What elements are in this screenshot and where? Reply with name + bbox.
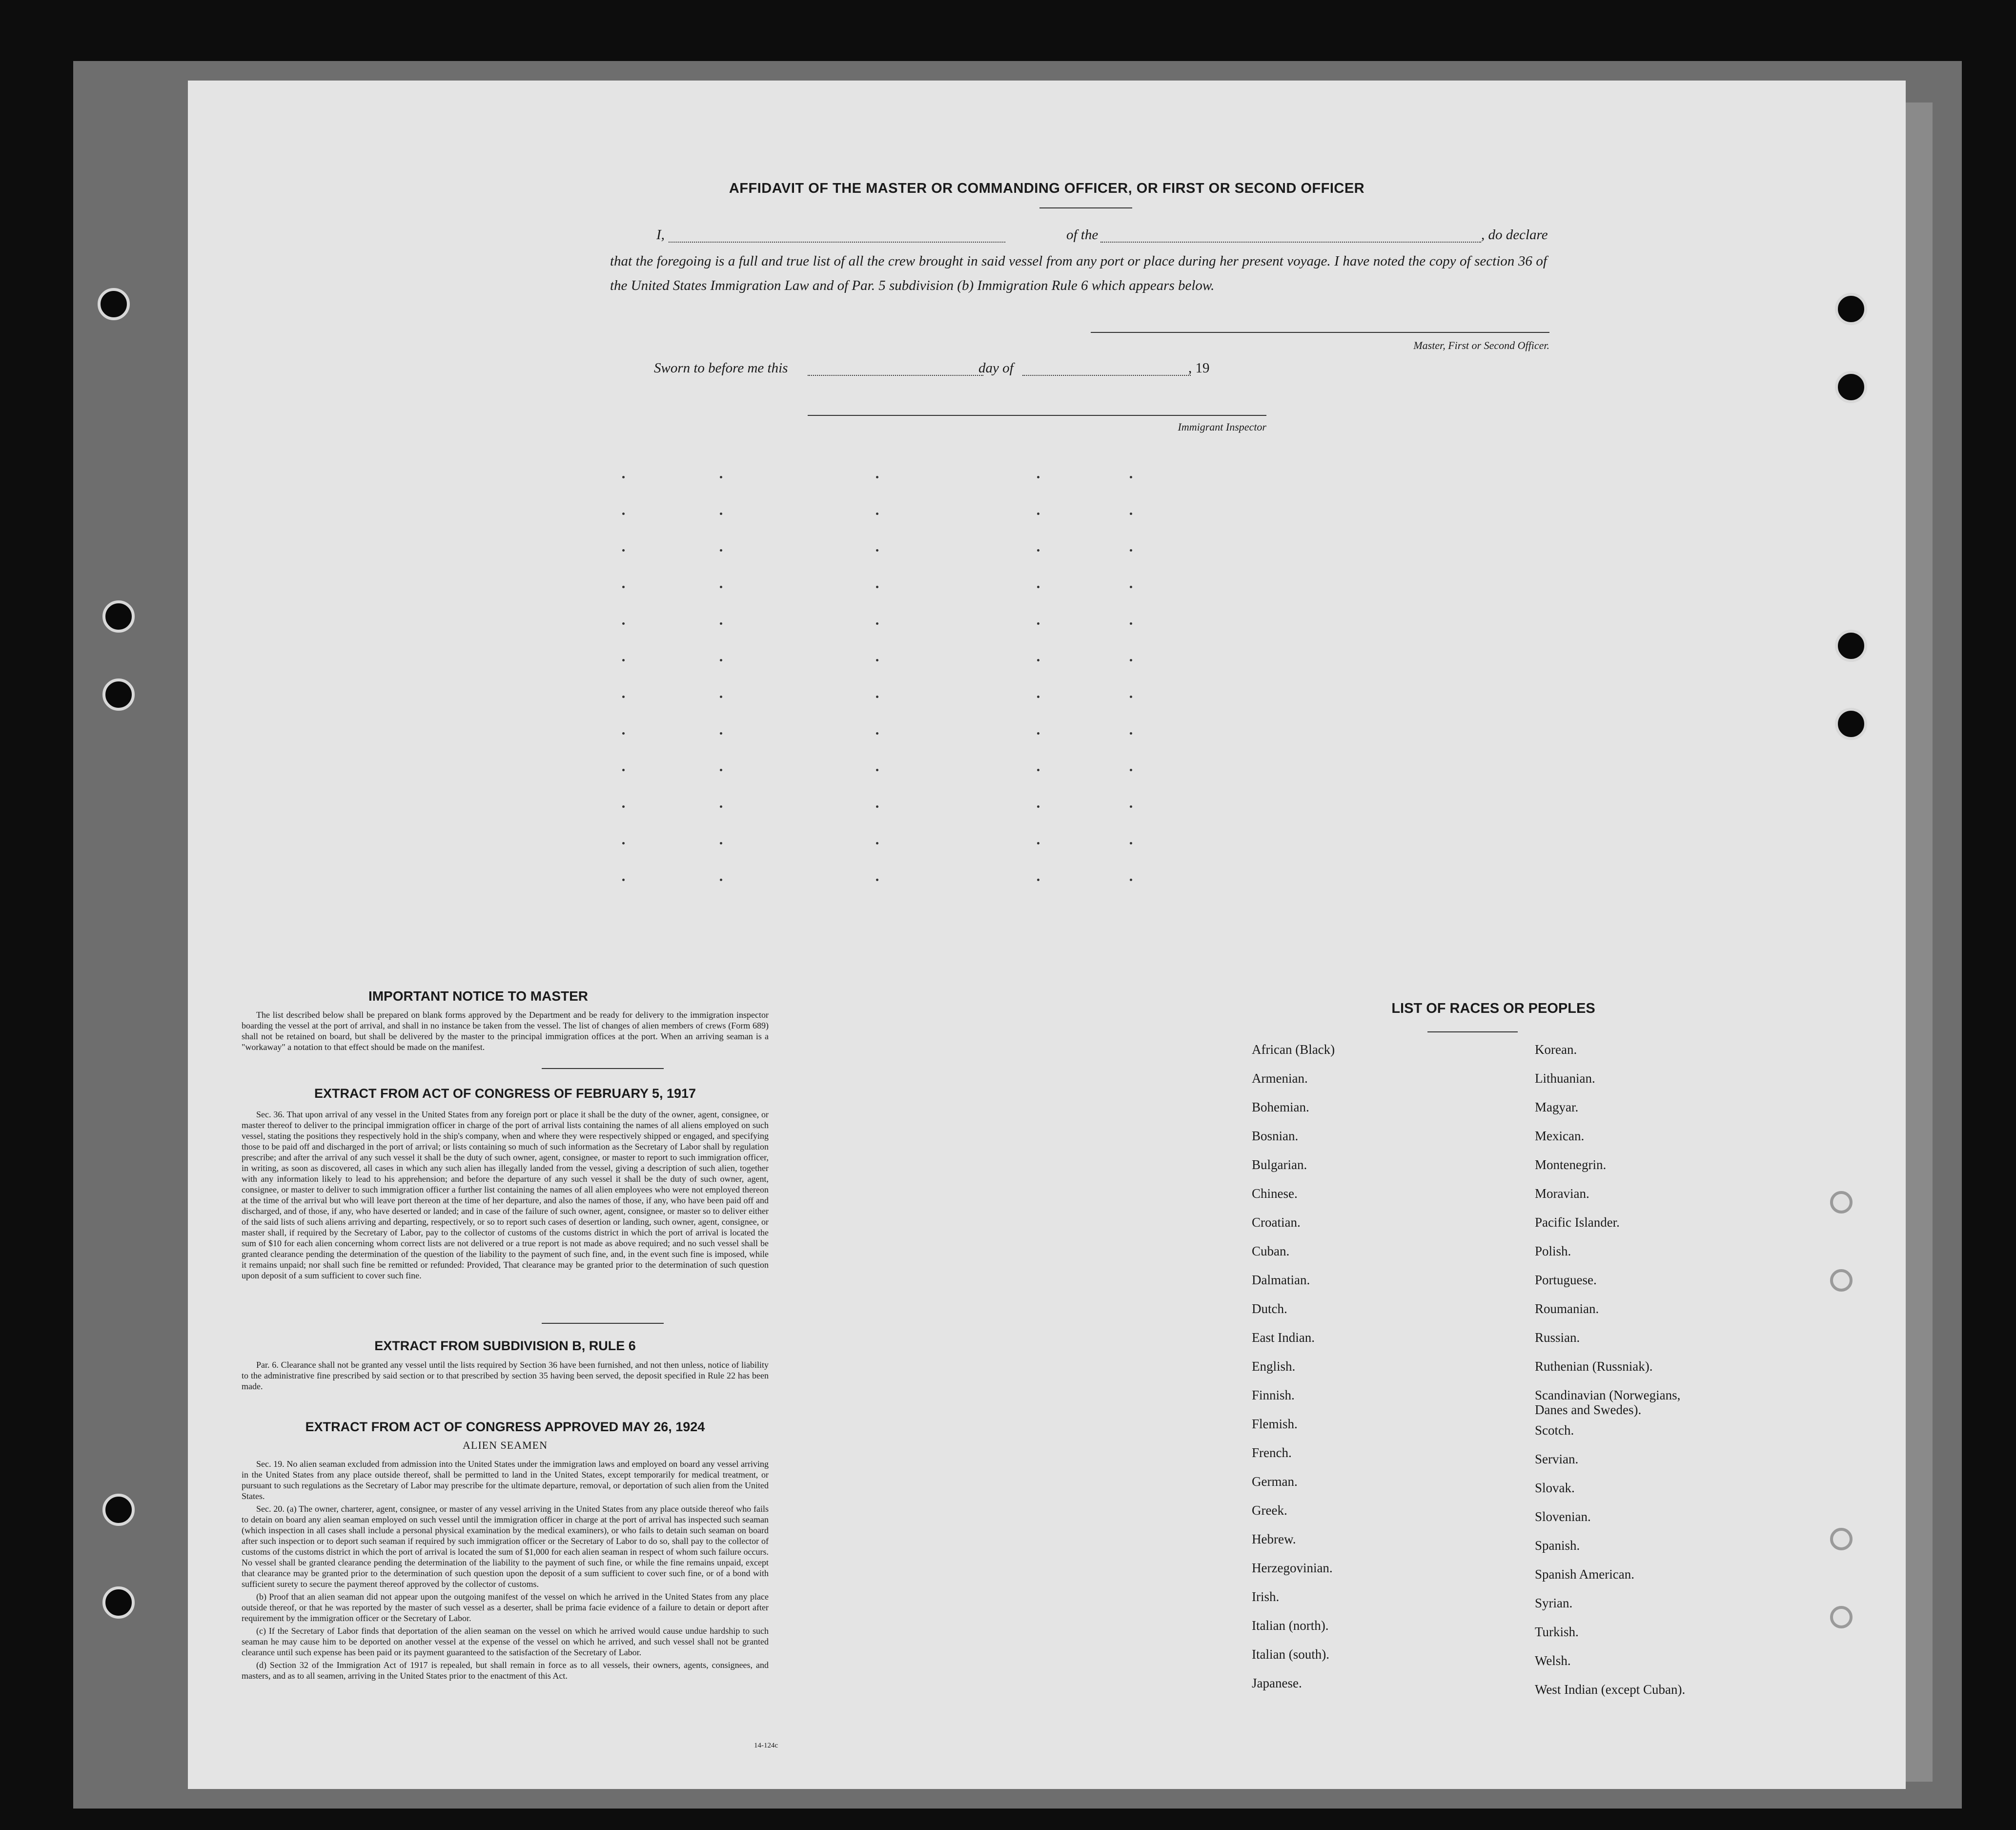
- punch-hole: [1835, 371, 1867, 403]
- guide-dot: [720, 842, 722, 844]
- race-item: Korean.: [1535, 1042, 1577, 1057]
- race-item: Italian (south).: [1252, 1647, 1329, 1662]
- race-item: Montenegrin.: [1535, 1157, 1607, 1172]
- sworn-month-field[interactable]: [1022, 375, 1191, 376]
- guide-dot: [876, 476, 878, 478]
- title-divider: [1039, 207, 1132, 208]
- section-36-text: Sec. 36. That upon arrival of any vessel in the United States from any foreign port or place it shall be the duty of the owner, agent, consignee, or master thereof to deliver to the principal immigration officer in charge of the port of arrival lists containing the names of all aliens employed on such vessel, stating the positions they respectively hold in the ship's company, when and where they were respectively shipped or engaged, and specifying those to be paid off and discharged in the port of arrival; or lists containing so much of such information as the Secretary of Labor shall by regulation prescribe; and after the arrival of any such vessel it shall be the duty of such owner, agent, consignee, or master to report to such immigration officer, in writing, as soon as discovered, all cases in which any such alien has illegally landed from the vessel, giving a description of such alien, together with any information likely to lead to his apprehension; and before the departure of any such vessel it shall be the duty of such owner, agent, consignee, or master to deliver to such immigration officer a further list containing the names of all alien employees who were not employed thereon at the time of the arrival but who will leave port thereon at the time of her departure, and also the names of those, if any, who have been paid off and discharged, and of those, if any, who have deserted or landed; and in case of the failure of such owner, agent, consignee, or master so to deliver either of the said lists of such aliens arriving and departing, respectively, or so to report such cases of desertion or landing, such owner, agent, consignee, or master shall, if required by the Secretary of Labor, pay to the collector of customs of the customs district in which the port of arrival is located the sum of $10 for each alien concerning whom correct lists are not delivered or a true report is not made as above required; and no such vessel shall be granted clearance pending the determination of the question of the liability to the payment of such fine, and, in the event such fine is imposed, while it remains unpaid; nor shall such fine be remitted or refunded: Provided, That clearance may be granted prior to the determination of such question upon deposit of a sum sufficient to cover such fine.: [242, 1110, 769, 1280]
- extract-1924-body: [242, 1459, 769, 1683]
- guide-dot: [1130, 513, 1132, 515]
- guide-dot: [1037, 732, 1039, 735]
- race-item: Irish.: [1252, 1589, 1280, 1604]
- guide-dot: [1130, 879, 1132, 881]
- race-item: Pacific Islander.: [1535, 1215, 1620, 1230]
- guide-dot: [622, 696, 625, 698]
- guide-dot: [720, 732, 722, 735]
- guide-dot: [1037, 659, 1039, 661]
- name-field[interactable]: [669, 242, 1005, 243]
- race-item: Scotch.: [1535, 1423, 1574, 1438]
- affidavit-of-the-label: of the: [1066, 227, 1099, 243]
- race-item: Polish.: [1535, 1244, 1571, 1258]
- guide-dot: [622, 513, 625, 515]
- guide-dot: [876, 805, 878, 808]
- reinforcement-ring: [1830, 1191, 1853, 1213]
- race-item: Magyar.: [1535, 1100, 1579, 1114]
- notice-body: [242, 1009, 769, 1054]
- punch-hole: [102, 679, 135, 711]
- guide-dot: [1037, 549, 1039, 552]
- sec-19-text: Sec. 19. No alien seaman excluded from admission into the United States under the immigration laws and employed on board any vessel arriving in the United States from any place outside thereof, shall be permitted to land in the United States, except temporarily for medical treatment, or pursuant to such regulations as the Secretary of Labor may prescribe for the ultimate departure, removal, or deportation of such alien from the United States.: [242, 1459, 769, 1501]
- race-item: Flemish.: [1252, 1417, 1298, 1431]
- punch-hole: [98, 288, 130, 320]
- guide-dot: [622, 622, 625, 625]
- sworn-day-field[interactable]: [808, 375, 983, 376]
- extract-1917-body: [242, 1109, 769, 1283]
- guide-dot: [1037, 513, 1039, 515]
- punch-hole: [102, 600, 135, 633]
- affidavit-do-declare: , do declare: [1481, 227, 1548, 243]
- guide-dot: [622, 769, 625, 771]
- race-item: Hebrew.: [1252, 1532, 1296, 1546]
- extract-rule6-title: EXTRACT FROM SUBDIVISION B, RULE 6: [374, 1338, 636, 1353]
- guide-dot: [1130, 622, 1132, 625]
- punch-hole: [102, 1494, 135, 1526]
- guide-dot: [876, 879, 878, 881]
- guide-dot: [720, 805, 722, 808]
- punch-hole: [1835, 708, 1867, 740]
- race-item: Chinese.: [1252, 1186, 1298, 1201]
- race-item: Roumanian.: [1535, 1301, 1599, 1316]
- guide-dot: [720, 622, 722, 625]
- guide-dot: [720, 879, 722, 881]
- race-item: Russian.: [1535, 1330, 1580, 1345]
- guide-dot: [876, 769, 878, 771]
- extract-1924-title: EXTRACT FROM ACT OF CONGRESS APPROVED MAY 26, 1924: [305, 1419, 705, 1434]
- extract-rule6-body: [242, 1359, 769, 1394]
- guide-dot: [720, 586, 722, 588]
- guide-dot: [622, 549, 625, 552]
- guide-dot: [1130, 769, 1132, 771]
- guide-dot: [720, 769, 722, 771]
- race-item: Mexican.: [1535, 1129, 1585, 1143]
- guide-dot: [622, 659, 625, 661]
- reinforcement-ring: [1830, 1528, 1853, 1550]
- race-item: Bulgarian.: [1252, 1157, 1307, 1172]
- sec-20c-text: (c) If the Secretary of Labor finds that deportation of the alien seaman on the vessel on which he arrived would cause undue hardship to such seaman he may cause him to be deported on another vessel at the expense of the vessel on which he arrived, and such vessel shall not be granted clearance until such expense has been paid or its payment guaranteed to the satisfaction of the Secretary of Labor.: [242, 1626, 769, 1657]
- guide-dot: [1130, 549, 1132, 552]
- signature-label: Master, First or Second Officer.: [1413, 339, 1549, 351]
- guide-dot: [720, 513, 722, 515]
- guide-dot: [876, 732, 878, 735]
- race-item: Herzegovinian.: [1252, 1561, 1333, 1575]
- day-of-label: day of: [978, 360, 1014, 376]
- race-item: Japanese.: [1252, 1676, 1302, 1690]
- guide-dot: [720, 549, 722, 552]
- signature-line[interactable]: [1091, 332, 1549, 333]
- guide-dot: [1130, 659, 1132, 661]
- race-item: Cuban.: [1252, 1244, 1290, 1258]
- affidavit-body: that the foregoing is a full and true list of all the crew brought in said vessel from any port or place during her present voyage. I have noted the copy of section 36 of the United States Immigration Law and of Par. 5 subdivision (b) Immigration Rule 6 which appears below.: [610, 253, 1547, 293]
- race-item: Bosnian.: [1252, 1129, 1299, 1143]
- race-item: English.: [1252, 1359, 1296, 1374]
- form-number: 14-124c: [754, 1742, 778, 1749]
- sworn-label: Sworn to before me this: [654, 360, 788, 376]
- guide-dot: [1037, 476, 1039, 478]
- guide-dot: [876, 842, 878, 844]
- punch-hole: [1835, 630, 1867, 662]
- race-item: Finnish.: [1252, 1388, 1295, 1402]
- reinforcement-ring: [1830, 1606, 1853, 1628]
- year-label: , 19: [1188, 360, 1210, 376]
- race-item: Dalmatian.: [1252, 1273, 1310, 1287]
- race-item: East Indian.: [1252, 1330, 1315, 1345]
- race-item: Spanish American.: [1535, 1567, 1634, 1582]
- guide-dot: [876, 513, 878, 515]
- affidavit-i-label: I,: [656, 227, 665, 243]
- race-item: Turkish.: [1535, 1624, 1579, 1639]
- guide-dot: [1037, 622, 1039, 625]
- extract-1917-title: EXTRACT FROM ACT OF CONGRESS OF FEBRUARY 5, 1917: [314, 1086, 696, 1101]
- race-item: Welsh.: [1535, 1653, 1571, 1668]
- guide-dot: [622, 842, 625, 844]
- race-item: African (Black): [1252, 1042, 1335, 1057]
- guide-dot: [1037, 586, 1039, 588]
- race-item: West Indian (except Cuban).: [1535, 1682, 1686, 1697]
- guide-dot: [1037, 842, 1039, 844]
- sec-20b-text: (b) Proof that an alien seaman did not appear upon the outgoing manifest of the vessel on which he arrived in the United States from any place outside thereof, or that he was reported by the master of such vessel as a deserter, shall be prima facie evidence of a failure to detain or deport after requirement by the immigration officer or the Secretary of Labor.: [242, 1592, 769, 1623]
- divider: [542, 1323, 664, 1324]
- guide-dot: [1037, 696, 1039, 698]
- guide-dot: [1130, 805, 1132, 808]
- guide-dot: [622, 476, 625, 478]
- guide-dot: [622, 805, 625, 808]
- race-item: Portuguese.: [1535, 1273, 1597, 1287]
- guide-dot: [720, 476, 722, 478]
- guide-dot: [1130, 696, 1132, 698]
- guide-dot: [1037, 879, 1039, 881]
- reinforcement-ring: [1830, 1269, 1853, 1292]
- sec-20d-text: (d) Section 32 of the Immigration Act of 1917 is repealed, but shall remain in force as to all vessels, their owners, agents, consignees, and masters, and as to all seamen, arriving in the United States prior to the enactment of this Act.: [242, 1660, 769, 1681]
- guide-dot: [876, 586, 878, 588]
- guide-dot: [720, 696, 722, 698]
- race-item: Scandinavian (Norwegians, Danes and Swedes).: [1535, 1388, 1681, 1417]
- race-item: Armenian.: [1252, 1071, 1308, 1086]
- par-6-text: Par. 6. Clearance shall not be granted any vessel until the lists required by Section 36 have been furnished, and not then unless, notice of liability to the administrative fine prescribed by said section or to that prescribed by section 35 having been served, the deposit specified in Rule 22 has been made.: [242, 1360, 769, 1391]
- guide-dot: [1037, 769, 1039, 771]
- race-item: Italian (north).: [1252, 1618, 1329, 1633]
- punch-hole: [102, 1586, 135, 1619]
- sec-20a-text: Sec. 20. (a) The owner, charterer, agent, consignee, or master of any vessel arriving in the United States from any place outside thereof who fails to detain on board any alien seaman employed on such vessel until the immigration officer in charge at the port of arrival has inspected such seaman (which inspection in all cases shall include a personal physical examination by the medical examiners), or who fails to detain such seaman on board after such inspection or to deport such seaman if required by such immigration officer or the Secretary of Labor to do so, shall pay to the collector of customs of the customs district in which the port of arrival is located the sum of $1,000 for each alien seaman in respect of whom such failure occurs. No vessel shall be granted clearance pending the determination of the liability to the payment of such fine, or while the fine remains unpaid, except that clearance may be granted prior to the determination of such question upon the deposit of a sum sufficient to cover such fine, or of a bond with sufficient surety to secure the payment thereof approved by the collector of customs.: [242, 1504, 769, 1589]
- race-item: German.: [1252, 1474, 1298, 1489]
- guide-dot: [720, 659, 722, 661]
- guide-dot: [1037, 805, 1039, 808]
- race-item: French.: [1252, 1445, 1292, 1460]
- divider: [1427, 1031, 1518, 1032]
- inspector-signature-line[interactable]: [808, 415, 1266, 416]
- race-item: Croatian.: [1252, 1215, 1301, 1230]
- manifest-sheet: [188, 81, 1906, 1789]
- notice-title: IMPORTANT NOTICE TO MASTER: [368, 988, 589, 1004]
- notice-text: The list described below shall be prepared on blank forms approved by the Department and be ready for delivery to the immigration inspector boarding the vessel at the port of arrival, and shall in no instance be taken from the vessel. The list of changes of alien members of crews (Form 689) shall not be retained on board, but shall be delivered by the master to the principal immigration offices at the port. When an arriving seaman is a "workaway" a notation to that effect should be made on the manifest.: [242, 1010, 769, 1052]
- race-item: Slovak.: [1535, 1480, 1575, 1495]
- guide-dot: [622, 879, 625, 881]
- guide-dot: [876, 659, 878, 661]
- race-item: Greek.: [1252, 1503, 1287, 1518]
- race-item: Lithuanian.: [1535, 1071, 1595, 1086]
- guide-dot: [622, 586, 625, 588]
- guide-dot: [1130, 842, 1132, 844]
- race-item: Ruthenian (Russniak).: [1535, 1359, 1653, 1374]
- race-item: Syrian.: [1535, 1596, 1573, 1610]
- affidavit-title: AFFIDAVIT OF THE MASTER OR COMMANDING OFFICER, OR FIRST OR SECOND OFFICER: [729, 181, 1365, 196]
- races-title: LIST OF RACES OR PEOPLES: [1391, 1001, 1595, 1016]
- divider: [542, 1068, 664, 1069]
- race-item: Bohemian.: [1252, 1100, 1309, 1114]
- guide-dot: [1130, 586, 1132, 588]
- guide-dot: [1130, 476, 1132, 478]
- punch-hole: [1835, 293, 1867, 325]
- extract-1924-subtitle: ALIEN SEAMEN: [463, 1439, 548, 1451]
- guide-dot: [622, 732, 625, 735]
- race-item: Spanish.: [1535, 1538, 1580, 1553]
- race-item: Servian.: [1535, 1452, 1579, 1466]
- race-item: Dutch.: [1252, 1301, 1287, 1316]
- race-item: Moravian.: [1535, 1186, 1589, 1201]
- guide-dot: [1130, 732, 1132, 735]
- guide-dot: [876, 622, 878, 625]
- vessel-field[interactable]: [1100, 242, 1481, 243]
- guide-dot: [876, 696, 878, 698]
- race-item: Slovenian.: [1535, 1509, 1591, 1524]
- inspector-label: Immigrant Inspector: [1178, 421, 1266, 433]
- guide-dot: [876, 549, 878, 552]
